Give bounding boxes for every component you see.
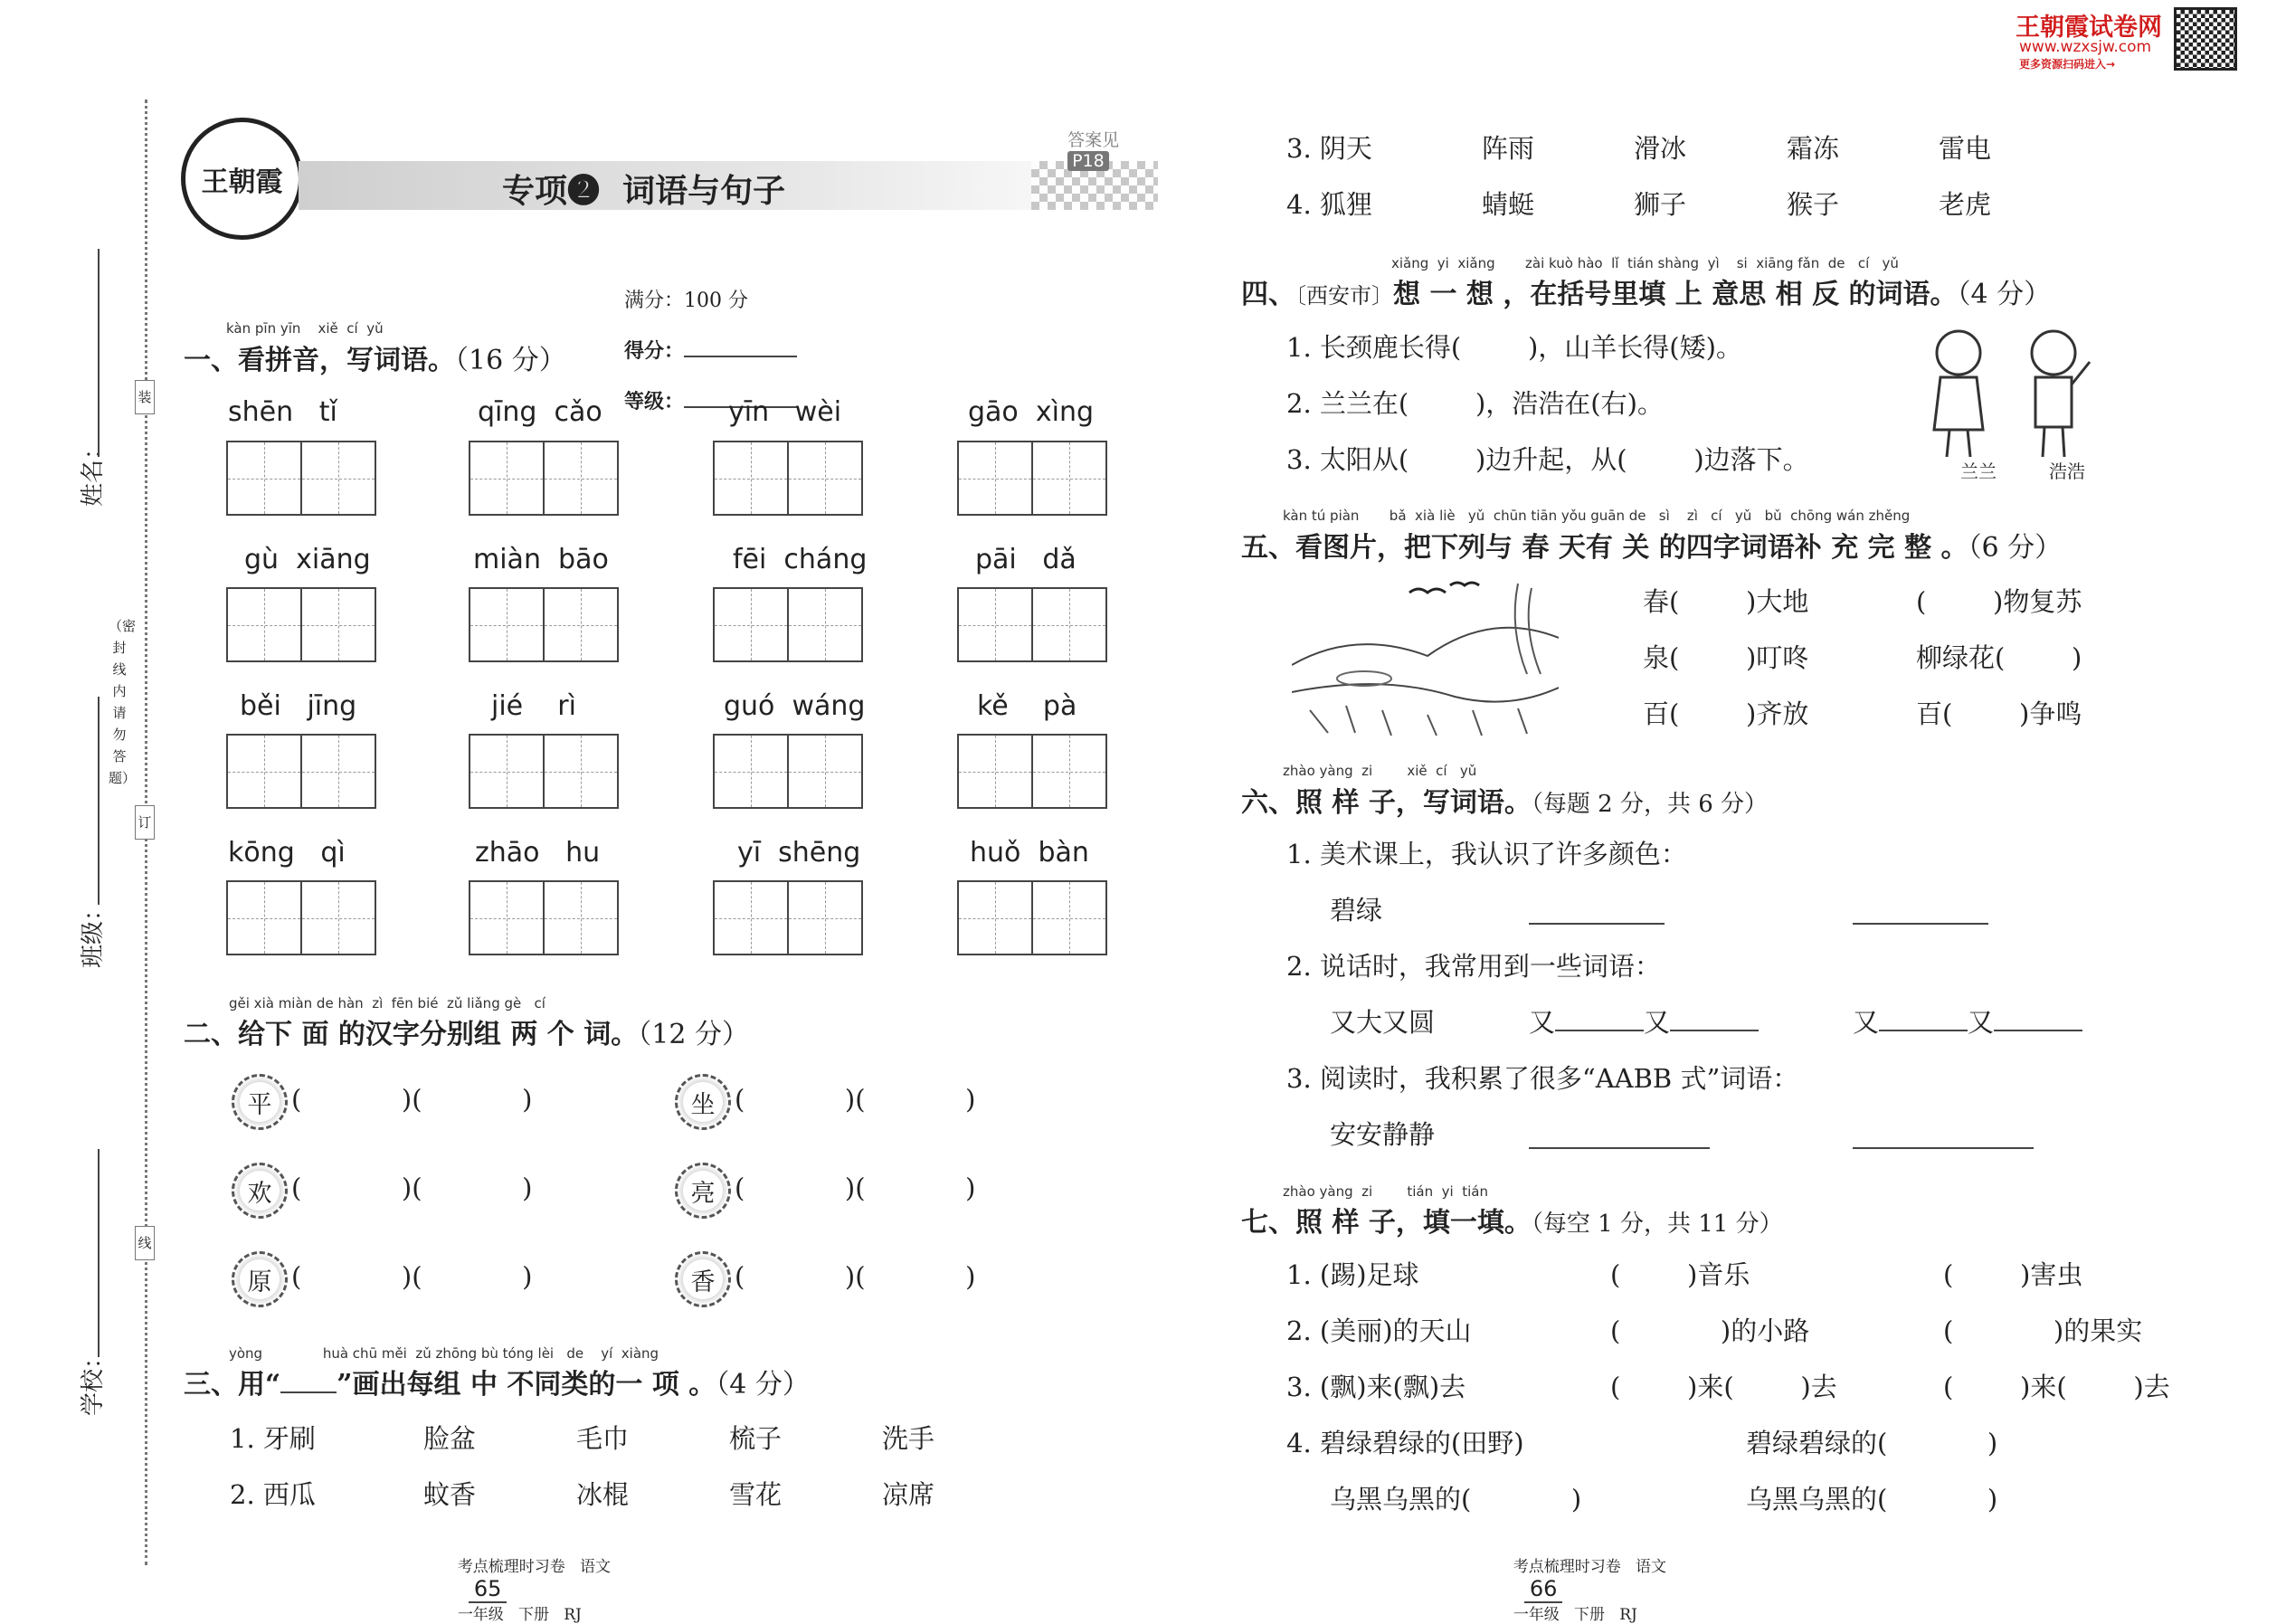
q1-pinyin-12: kě pà: [977, 690, 1077, 722]
logo-text: 王朝霞: [201, 166, 283, 198]
q7-heading: 七、照 样 子，填一填。（每空 1 分，共 11 分）: [1241, 1207, 1783, 1239]
brand-url: www.wzxsjw.com: [2019, 38, 2152, 56]
q5-item-6[interactable]: 百( )争鸣: [1916, 698, 2082, 729]
q7-r5-c1[interactable]: 乌黑乌黑的( ): [1330, 1484, 1582, 1515]
q1-pinyin-8: pāi dǎ: [975, 544, 1077, 575]
q3-row2-c2[interactable]: 蚊香: [423, 1479, 477, 1510]
q4-line-2[interactable]: 2. 兰兰在( )，浩浩在(右)。: [1286, 388, 1664, 419]
q1-pinyin-2: qīng cǎo: [478, 396, 602, 428]
name-label: 姓名：: [80, 435, 107, 507]
q1-box-14[interactable]: [469, 880, 619, 955]
answer-ref-label: 答案见: [1067, 130, 1120, 150]
q7-r1-c1: 1. (踢)足球: [1286, 1259, 1419, 1290]
q1-pinyin-15: yī shēng: [737, 837, 861, 869]
q1-pinyin-1: shēn tǐ: [228, 396, 337, 428]
q2-blank-6[interactable]: ( )( ): [735, 1261, 976, 1292]
q1-pinyin-3: yīn wèi: [728, 396, 842, 428]
q7-r1-c3[interactable]: ( )害虫: [1943, 1259, 2083, 1290]
q1-heading: 一、看拼音，写词语。（16 分）: [184, 345, 566, 376]
q6-line-2: 2. 说话时，我常用到一些词语：: [1286, 951, 1661, 982]
q7-r3-c1: 3. (飘)来(飘)去: [1286, 1372, 1466, 1402]
kid2-label: 浩浩: [2049, 461, 2085, 482]
page-number-right: 66: [1524, 1576, 1563, 1603]
q3-row2-c4[interactable]: 雪花: [729, 1479, 783, 1510]
binding-mark-3: 线: [135, 1226, 155, 1260]
q5-item-1[interactable]: 春( )大地: [1643, 586, 1809, 617]
page-title: 专项❷ 词语与句子: [502, 172, 786, 210]
q1-pinyin-6: miàn bāo: [473, 544, 609, 575]
q3-row2-c3[interactable]: 冰棍: [576, 1479, 630, 1510]
q1-box-15[interactable]: [713, 880, 863, 955]
qr-code-icon[interactable]: [2174, 7, 2237, 71]
q2-blank-4[interactable]: ( )( ): [735, 1173, 976, 1203]
brand-name: 王朝霞试卷网: [2016, 14, 2162, 42]
q7-r2-c3[interactable]: ( )的果实: [1943, 1315, 2143, 1346]
q3-heading: 三、用“ ”画出每组 中 不同类的一 项 。（4 分）: [184, 1369, 810, 1401]
name-line: [98, 249, 100, 457]
q7-r1-c2[interactable]: ( )音乐: [1610, 1259, 1750, 1290]
q3-row1-c1[interactable]: 1. 牙刷: [230, 1423, 316, 1454]
q3-row2-c5[interactable]: 凉席: [882, 1479, 935, 1510]
score-line: [612, 262, 797, 414]
binding-mark-1: 装: [135, 380, 155, 414]
q1-box-3[interactable]: [713, 441, 863, 516]
girl-head: [1937, 331, 1980, 375]
q4-heading: 四、〔西安市〕想 一 想 ，在括号里填 上 意思 相 反 的词语。（4 分）: [1241, 279, 2052, 310]
region-tag: 〔西安市〕: [1295, 283, 1393, 309]
q3-row4-c3[interactable]: 狮子: [1634, 189, 1687, 220]
q6-blank-2a[interactable]: 又 又: [1529, 1002, 1759, 1040]
q2-blank-5[interactable]: ( )( ): [291, 1261, 533, 1292]
q3-row4-c4[interactable]: 猴子: [1787, 189, 1840, 220]
q7-pinyin: zhào yàng zi tián yi tián: [1283, 1183, 1488, 1200]
brand-tagline: 更多资源扫码进入→: [2019, 58, 2116, 71]
q6-example-3: 安安静静: [1330, 1119, 1436, 1150]
q6-pinyin: zhào yàng zi xiě cí yǔ: [1283, 763, 1477, 779]
school-label: 学校：: [80, 1344, 107, 1416]
q6-example-2: 又大又圆: [1330, 1007, 1436, 1038]
q3-row1-c4[interactable]: 梳子: [729, 1423, 783, 1454]
q3-row3-c5[interactable]: 雷电: [1939, 133, 1992, 164]
q1-box-4[interactable]: [957, 441, 1107, 516]
q1-pinyin-5: gù xiāng: [244, 544, 371, 575]
q1-pinyin-14: zhāo hu: [475, 837, 601, 869]
q1-box-16[interactable]: [957, 880, 1107, 955]
binding-notice: （密封线内请勿答题）: [109, 618, 137, 786]
q2-blank-1[interactable]: ( )( ): [291, 1084, 533, 1115]
q2-blank-2[interactable]: ( )( ): [735, 1084, 976, 1115]
q5-pinyin: kàn tú piàn bǎ xià liè yǔ chūn tiān yǒu guān de sì zì cí yǔ bǔ chōng wán zhěng: [1283, 508, 1911, 524]
q7-r3-c2[interactable]: ( )来( )去: [1610, 1372, 1837, 1402]
q3-row3-c4[interactable]: 霜冻: [1787, 133, 1840, 164]
q3-row1-c2[interactable]: 脸盆: [423, 1423, 477, 1454]
q1-box-1[interactable]: [226, 441, 376, 516]
q3-row1-c5[interactable]: 洗手: [882, 1423, 935, 1454]
q5-item-2[interactable]: ( )物复苏: [1916, 586, 2082, 617]
q6-blank-3b[interactable]: [1853, 1147, 2034, 1149]
q2-pinyin: gěi xià miàn de hàn zì fēn bié zǔ liǎng gè cí: [229, 995, 545, 1011]
q2-char-6: 香: [675, 1251, 731, 1307]
q3-pinyin: yòng huà chū měi zǔ zhōng bù tóng lèi de yí xiàng: [229, 1345, 659, 1362]
full-score: 满分：100 分: [624, 290, 748, 312]
spring-scene-illustration: [1292, 575, 1559, 737]
q6-heading: 六、照 样 子，写词语。（每题 2 分，共 6 分）: [1241, 787, 1769, 819]
q1-box-2[interactable]: [469, 441, 619, 516]
q5-heading: 五、看图片，把下列与 春 天有 关 的四字词语补 充 完 整 。（6 分）: [1241, 532, 2063, 564]
q1-pinyin-11: guó wáng: [724, 690, 866, 722]
q3-row4-c1[interactable]: 4. 狐狸: [1286, 189, 1372, 220]
q3-row3-c2[interactable]: 阵雨: [1482, 133, 1535, 164]
q1-pinyin-10: jié rì: [491, 690, 576, 722]
q2-char-2: 坐: [675, 1074, 731, 1130]
class-line: [98, 697, 100, 905]
q1-box-7[interactable]: [713, 587, 863, 662]
q6-blank-2b[interactable]: 又 又: [1853, 1002, 2082, 1040]
q1-box-11[interactable]: [713, 734, 863, 809]
q7-r4-c1: 4. 碧绿碧绿的(田野): [1286, 1428, 1524, 1458]
q6-example-1: 碧绿: [1330, 895, 1383, 926]
q1-box-8[interactable]: [957, 587, 1107, 662]
q2-char-5: 原: [232, 1251, 288, 1307]
q1-box-5[interactable]: [226, 587, 376, 662]
q3-row2-c1[interactable]: 2. 西瓜: [230, 1479, 316, 1510]
q3-row4-c5[interactable]: 老虎: [1939, 189, 1992, 220]
school-line: [98, 1149, 100, 1357]
q7-r3-c3[interactable]: ( )来( )去: [1943, 1372, 2170, 1402]
q6-blank-1a[interactable]: [1529, 923, 1665, 925]
footer-left: 考点梳理时习卷 语文 65 一年级 下册 RJ: [457, 1558, 612, 1624]
q1-pinyin-13: kōng qì: [228, 837, 346, 869]
q1-pinyin-16: huǒ bàn: [970, 837, 1089, 869]
q7-r2-c1: 2. (美丽)的天山: [1286, 1315, 1472, 1346]
q3-row3-c1[interactable]: 3. 阴天: [1286, 133, 1372, 164]
q4-line-1[interactable]: 1. 长颈鹿长得( )，山羊长得(矮)。: [1286, 332, 1742, 363]
q7-r2-c2[interactable]: ( )的小路: [1610, 1315, 1810, 1346]
grade-label: 等级：: [624, 390, 685, 413]
q2-heading: 二、给下 面 的汉字分别组 两 个 词。（12 分）: [184, 1019, 749, 1050]
kids-illustration: [1909, 321, 2117, 466]
q3-row3-c3[interactable]: 滑冰: [1634, 133, 1687, 164]
q5-item-4[interactable]: 柳绿花( ): [1916, 642, 2082, 673]
q3-underline-sample: [280, 1368, 337, 1393]
q2-char-4: 亮: [675, 1163, 731, 1219]
binding-mark-2: 订: [135, 805, 155, 840]
q4-pinyin: xiǎng yi xiǎng zài kuò hào lǐ tián shàng yì si xiāng fǎn de cí yǔ: [1391, 255, 1899, 271]
q7-r4-c2[interactable]: 碧绿碧绿的( ): [1746, 1428, 1998, 1458]
q6-line-3: 3. 阅读时，我积累了很多“AABB 式”词语：: [1286, 1063, 1799, 1094]
q3-row1-c3[interactable]: 毛巾: [576, 1423, 630, 1454]
q2-blank-3[interactable]: ( )( ): [291, 1173, 533, 1203]
q6-line-1: 1. 美术课上，我认识了许多颜色：: [1286, 839, 1687, 869]
q1-pinyin-4: gāo xìng: [968, 396, 1094, 428]
q3-row4-c2[interactable]: 蜻蜓: [1482, 189, 1535, 220]
answer-ref: [1057, 107, 1119, 171]
score-label: 得分：: [624, 339, 685, 363]
page-number-left: 65: [469, 1576, 507, 1603]
kid1-label: 兰兰: [1960, 461, 1997, 482]
logo-badge: [181, 118, 303, 240]
boy-head: [2032, 331, 2075, 375]
q1-pinyin-7: fēi cháng: [733, 544, 868, 575]
q1-box-10[interactable]: [469, 734, 619, 809]
q1-box-12[interactable]: [957, 734, 1107, 809]
q6-blank-3a[interactable]: [1529, 1147, 1710, 1149]
score-input[interactable]: [684, 356, 797, 357]
q1-pinyin-9: běi jīng: [240, 690, 357, 722]
footer-right: 考点梳理时习卷 语文 66 一年级 下册 RJ: [1513, 1558, 1667, 1624]
q1-box-13[interactable]: [226, 880, 376, 955]
q6-blank-1b[interactable]: [1853, 923, 1988, 925]
q1-pinyin: kàn pīn yīn xiě cí yǔ: [226, 320, 384, 337]
answer-page-badge: P18: [1067, 151, 1109, 171]
q7-r5-c2[interactable]: 乌黑乌黑的( ): [1746, 1484, 1998, 1515]
class-label: 班级：: [80, 897, 107, 968]
q4-line-3[interactable]: 3. 太阳从( )边升起，从( )边落下。: [1286, 444, 1809, 475]
q2-char-3: 欢: [232, 1163, 288, 1219]
q1-box-9[interactable]: [226, 734, 376, 809]
q5-item-5[interactable]: 百( )齐放: [1643, 698, 1809, 729]
q2-char-1: 平: [232, 1074, 288, 1130]
q5-item-3[interactable]: 泉( )叮咚: [1643, 642, 1809, 673]
q1-box-6[interactable]: [469, 587, 619, 662]
